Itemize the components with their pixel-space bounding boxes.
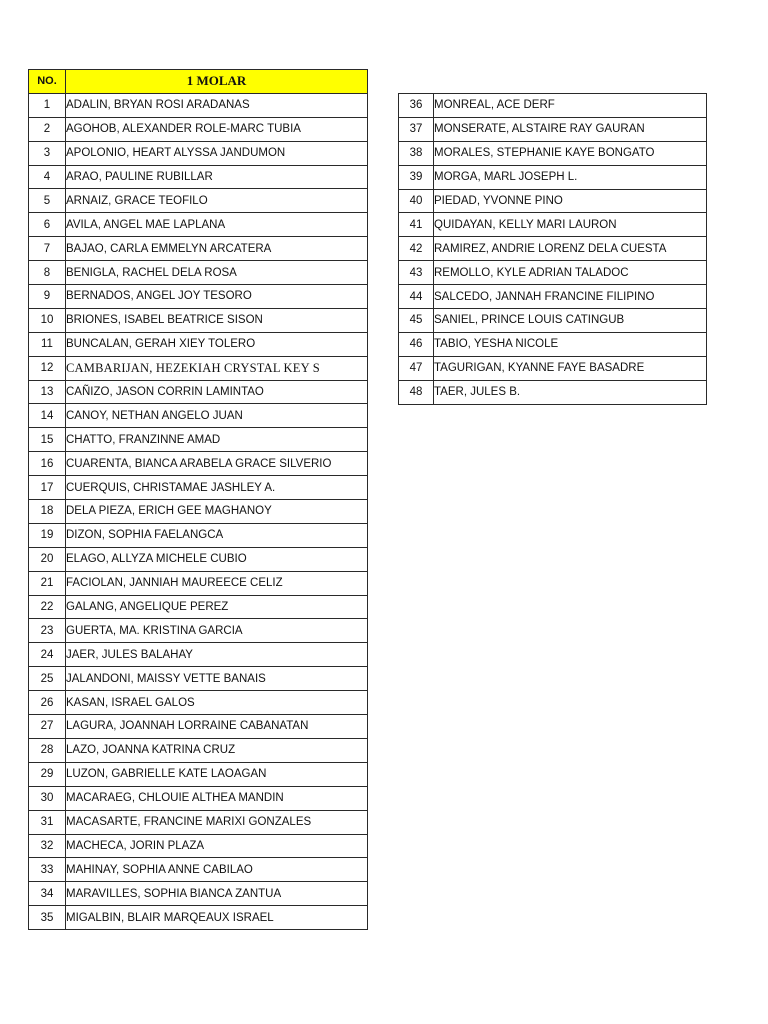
roster-body-left <box>29 93 368 929</box>
table-row <box>29 237 368 261</box>
table-row <box>29 547 368 571</box>
row-number: 28 <box>29 738 66 762</box>
column-header-title: 1 MOLAR <box>66 70 368 94</box>
student-name: ARNAIZ, GRACE TEOFILO <box>66 189 368 213</box>
table-row <box>29 691 368 715</box>
row-number: 45 <box>399 309 434 333</box>
row-number: 4 <box>29 165 66 189</box>
row-number: 14 <box>29 404 66 428</box>
row-number: 27 <box>29 715 66 739</box>
table-row <box>29 117 368 141</box>
student-name: DELA PIEZA, ERICH GEE MAGHANOY <box>66 500 368 524</box>
student-name: MIGALBIN, BLAIR MARQEAUX ISRAEL <box>66 906 368 930</box>
student-name: PIEDAD, YVONNE PINO <box>434 189 707 213</box>
table-row <box>29 213 368 237</box>
student-name: CHATTO, FRANZINNE AMAD <box>66 428 368 452</box>
student-name: FACIOLAN, JANNIAH MAUREECE CELIZ <box>66 571 368 595</box>
student-name: BRIONES, ISABEL BEATRICE SISON <box>66 308 368 332</box>
student-name: BERNADOS, ANGEL JOY TESORO <box>66 285 368 309</box>
table-row <box>399 94 707 118</box>
student-name: MACASARTE, FRANCINE MARIXI GONZALES <box>66 810 368 834</box>
table-row <box>29 834 368 858</box>
table-row <box>399 213 707 237</box>
row-number: 22 <box>29 595 66 619</box>
row-number: 18 <box>29 500 66 524</box>
student-name: QUIDAYAN, KELLY MARI LAURON <box>434 213 707 237</box>
student-name: DIZON, SOPHIA FAELANGCA <box>66 523 368 547</box>
row-number: 40 <box>399 189 434 213</box>
student-name: ELAGO, ALLYZA MICHELE CUBIO <box>66 547 368 571</box>
table-row <box>29 404 368 428</box>
student-name: JAER, JULES BALAHAY <box>66 643 368 667</box>
row-number: 19 <box>29 523 66 547</box>
table-row <box>29 141 368 165</box>
row-number: 20 <box>29 547 66 571</box>
row-number: 47 <box>399 356 434 380</box>
roster-table-right <box>398 93 707 405</box>
student-name: BAJAO, CARLA EMMELYN ARCATERA <box>66 237 368 261</box>
row-number: 23 <box>29 619 66 643</box>
student-name: ADALIN, BRYAN ROSI ARADANAS <box>66 93 368 117</box>
row-number: 10 <box>29 308 66 332</box>
table-row <box>29 906 368 930</box>
student-name: MACARAEG, CHLOUIE ALTHEA MANDIN <box>66 786 368 810</box>
student-name: RAMIREZ, ANDRIE LORENZ DELA CUESTA <box>434 237 707 261</box>
table-row <box>29 667 368 691</box>
table-row <box>399 356 707 380</box>
student-name: MONREAL, ACE DERF <box>434 94 707 118</box>
row-number: 34 <box>29 882 66 906</box>
student-name: CUARENTA, BIANCA ARABELA GRACE SILVERIO <box>66 452 368 476</box>
table-row <box>29 786 368 810</box>
table-row <box>29 523 368 547</box>
table-row <box>29 476 368 500</box>
row-number: 31 <box>29 810 66 834</box>
row-number: 25 <box>29 667 66 691</box>
row-number: 24 <box>29 643 66 667</box>
student-name: REMOLLO, KYLE ADRIAN TALADOC <box>434 261 707 285</box>
student-name: APOLONIO, HEART ALYSSA JANDUMON <box>66 141 368 165</box>
row-number: 42 <box>399 237 434 261</box>
student-name: MORGA, MARL JOSEPH L. <box>434 165 707 189</box>
column-header-no: NO. <box>29 70 66 94</box>
student-name: CUERQUIS, CHRISTAMAE JASHLEY A. <box>66 476 368 500</box>
row-number: 38 <box>399 141 434 165</box>
table-row <box>399 141 707 165</box>
table-row <box>399 380 707 404</box>
table-row <box>399 117 707 141</box>
row-number: 35 <box>29 906 66 930</box>
row-number: 2 <box>29 117 66 141</box>
student-name: BENIGLA, RACHEL DELA ROSA <box>66 261 368 285</box>
student-name: MAHINAY, SOPHIA ANNE CABILAO <box>66 858 368 882</box>
table-row <box>29 643 368 667</box>
row-number: 8 <box>29 261 66 285</box>
table-row <box>29 571 368 595</box>
table-row <box>399 285 707 309</box>
table-row <box>29 810 368 834</box>
student-name: GUERTA, MA. KRISTINA GARCIA <box>66 619 368 643</box>
student-name: LAGURA, JOANNAH LORRAINE CABANATAN <box>66 715 368 739</box>
table-row <box>399 332 707 356</box>
table-row <box>29 619 368 643</box>
table-row <box>399 237 707 261</box>
student-name: MORALES, STEPHANIE KAYE BONGATO <box>434 141 707 165</box>
student-name: CAÑIZO, JASON CORRIN LAMINTAO <box>66 380 368 404</box>
row-number: 36 <box>399 94 434 118</box>
student-name: GALANG, ANGELIQUE PEREZ <box>66 595 368 619</box>
row-number: 39 <box>399 165 434 189</box>
table-row <box>29 356 368 380</box>
student-name: SALCEDO, JANNAH FRANCINE FILIPINO <box>434 285 707 309</box>
roster-body-right <box>399 94 707 405</box>
table-row <box>29 380 368 404</box>
table-row <box>29 500 368 524</box>
table-row <box>29 261 368 285</box>
table-row <box>29 165 368 189</box>
student-name: BUNCALAN, GERAH XIEY TOLERO <box>66 332 368 356</box>
student-name: CAMBARIJAN, HEZEKIAH CRYSTAL KEY S <box>66 356 368 380</box>
row-number: 37 <box>399 117 434 141</box>
table-row <box>29 715 368 739</box>
row-number: 12 <box>29 356 66 380</box>
row-number: 17 <box>29 476 66 500</box>
row-number: 46 <box>399 332 434 356</box>
table-row <box>29 189 368 213</box>
row-number: 32 <box>29 834 66 858</box>
row-number: 9 <box>29 285 66 309</box>
student-name: LUZON, GABRIELLE KATE LAOAGAN <box>66 762 368 786</box>
student-name: MACHECA, JORIN PLAZA <box>66 834 368 858</box>
student-name: JALANDONI, MAISSY VETTE BANAIS <box>66 667 368 691</box>
student-name: TAER, JULES B. <box>434 380 707 404</box>
row-number: 48 <box>399 380 434 404</box>
row-number: 41 <box>399 213 434 237</box>
row-number: 33 <box>29 858 66 882</box>
row-number: 26 <box>29 691 66 715</box>
row-number: 15 <box>29 428 66 452</box>
row-number: 11 <box>29 332 66 356</box>
table-row <box>399 165 707 189</box>
student-name: MONSERATE, ALSTAIRE RAY GAURAN <box>434 117 707 141</box>
table-row <box>29 428 368 452</box>
row-number: 1 <box>29 93 66 117</box>
row-number: 44 <box>399 285 434 309</box>
table-row <box>29 452 368 476</box>
table-row <box>29 762 368 786</box>
table-row <box>29 858 368 882</box>
table-row <box>29 285 368 309</box>
roster-table-left <box>28 69 368 930</box>
table-row <box>29 308 368 332</box>
row-number: 16 <box>29 452 66 476</box>
table-row <box>29 93 368 117</box>
row-number: 7 <box>29 237 66 261</box>
student-name: SANIEL, PRINCE LOUIS CATINGUB <box>434 309 707 333</box>
row-number: 30 <box>29 786 66 810</box>
row-number: 13 <box>29 380 66 404</box>
student-name: LAZO, JOANNA KATRINA CRUZ <box>66 738 368 762</box>
table-row <box>29 882 368 906</box>
student-name: TABIO, YESHA NICOLE <box>434 332 707 356</box>
student-name: CANOY, NETHAN ANGELO JUAN <box>66 404 368 428</box>
student-name: ARAO, PAULINE RUBILLAR <box>66 165 368 189</box>
student-name: KASAN, ISRAEL GALOS <box>66 691 368 715</box>
row-number: 43 <box>399 261 434 285</box>
table-row <box>399 309 707 333</box>
table-row <box>29 738 368 762</box>
row-number: 6 <box>29 213 66 237</box>
student-name: MARAVILLES, SOPHIA BIANCA ZANTUA <box>66 882 368 906</box>
table-row <box>399 261 707 285</box>
row-number: 3 <box>29 141 66 165</box>
row-number: 21 <box>29 571 66 595</box>
row-number: 29 <box>29 762 66 786</box>
header-row <box>29 70 368 94</box>
row-number: 5 <box>29 189 66 213</box>
table-row <box>29 332 368 356</box>
student-name: TAGURIGAN, KYANNE FAYE BASADRE <box>434 356 707 380</box>
student-name: AGOHOB, ALEXANDER ROLE-MARC TUBIA <box>66 117 368 141</box>
student-name: AVILA, ANGEL MAE LAPLANA <box>66 213 368 237</box>
table-row <box>399 189 707 213</box>
table-row <box>29 595 368 619</box>
